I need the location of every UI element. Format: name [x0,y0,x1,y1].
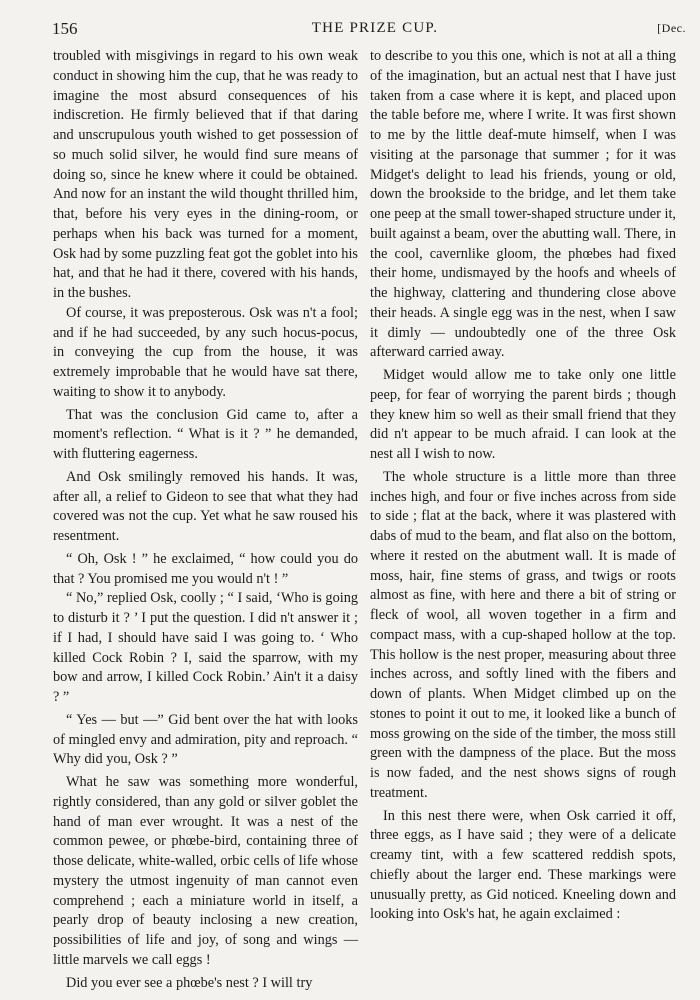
paragraph: “ Yes — but —” Gid bent over the hat with looks of mingled envy and admiration, pity and reproach. “ Why did you, Osk ? ” [53,711,358,768]
left-column [53,47,358,993]
right-column [370,47,676,925]
paragraph: And Osk smilingly removed his hands. It was, after all, a relief to Gideon to see that what they had covered was not the cup. Yet what he saw roused his resentment. [53,468,358,544]
paragraph: to describe to you this one, which is not at all a thing of the imagination, but an actual nest that I have just taken from a case where it is kept, and placed upon the table before me, where I write. It was first shown to me by the little deaf-mute himself, when I was visiting at the parsonage that summer ; for it was Midget's delight to lead his friends, young or old, down the brookside to the bridge, and let them take one peep at the small tower-shaped structure under it, built against a beam, over the abutting wall. There, in the cool, cavernlike gloom, the phœbes had fixed their home, undismayed by the hoofs and wheels of the highway, clattering and thundering close above their heads. A single egg was in the nest, when I saw it dimly — undoubtedly one of the three Osk afterward carried away. [370,48,676,361]
paragraph: Midget would allow me to take only one little peep, for fear of worrying the parent birds ; though they knew him so well as their small friend that they did n't appear to be much afraid. I can look at the nest all I wish to now. [370,367,676,462]
page-number: 156 [52,19,78,38]
paragraph: The whole structure is a little more than three inches high, and four or five inches across from side to side ; flat at the back, where it was plastered with dabs of mud to the beam, and flat also on the bottom, where it rested on the abutment wall. It is made of moss, hair, fine stems of grass, and twigs or roots almost as fine, with here and there a bit of string or fleck of wool, all woven together in a firm and compact mass, with a cup-shaped hollow at the top. This hollow is the nest proper, measuring about three inches across, and softly lined with the fibers and down of plants. When Midget climbed up on the stones to point it out to me, it looked like a bunch of moss growing on the side of the timber, the moss still green with the dampness of the place. But the moss is now faded, and the nest shows signs of rough treatment. [370,468,676,801]
paragraph: “ Oh, Osk ! ” he exclaimed, “ how could you do that ? You promised me you would n't ! ” [53,550,358,587]
paragraph: Of course, it was preposterous. Osk was n't a fool; and if he had succeeded, by any such hocus-pocus, in conveying the cup from the house, it was extremely improbable that he would have sat there, waiting to show it to anybody. [53,304,358,400]
page-header [52,19,686,41]
paragraph: “ No,” replied Osk, coolly ; “ I said, ‘Who is going to disturb it ? ’ I put the question. I did n't answer it ; if I had, I should have said I was going to. ‘ Who killed Cock Robin ? I, said the sparrow, with my bow and arrow, I killed Cock Robin.’ Ain't it a daisy ? ” [53,590,358,705]
paragraph: Did you ever see a phœbe's nest ? I will try [66,974,313,991]
paragraph: troubled with misgivings in regard to his own weak conduct in showing him the cup, that he was ready to imagine the most absurd consequences of his indiscretion. He firmly believed that if that daring and unscrupulous youth wished to get possession of so much solid silver, he would find sure means of doing so, since he knew where it could be obtained. And now for an instant the wild thought thrilled him, that, before his very eyes in the dining-room, or perhaps when his back was turned for a moment, Osk had by some puzzling feat got the goblet into his hat, and that he had it there, covered with his hands, in the bushes. [53,48,358,301]
paragraph: In this nest there were, when Osk carried it off, three eggs, as I have said ; they were of a delicate creamy tint, with a few scattered reddish spots, chiefly about the larger end. These markings were unusually pretty, as Gid noticed. Kneeling down and looking into Osk's hat, he again exclaimed : [370,807,676,923]
paragraph: What he saw was something more wonderful, rightly considered, than any gold or silver goblet the hand of man ever wrought. It was a nest of the common pewee, or phœbe-bird, containing three of those delicate, white-walled, orbic cells of life whose mystery the utmost ingenuity of man cannot even comprehend ; each a miniature world in itself, a pearly drop of beauty inclosing a new creation, possibilities of life and joy, of song and wings — little marvels we call eggs ! [53,774,358,968]
running-title: THE PRIZE CUP. [311,20,439,36]
issue-month: [Dec. [657,21,686,35]
paragraph: That was the conclusion Gid came to, after a moment's reflection. “ What is it ? ” he demanded, with fluttering eagerness. [53,406,358,462]
